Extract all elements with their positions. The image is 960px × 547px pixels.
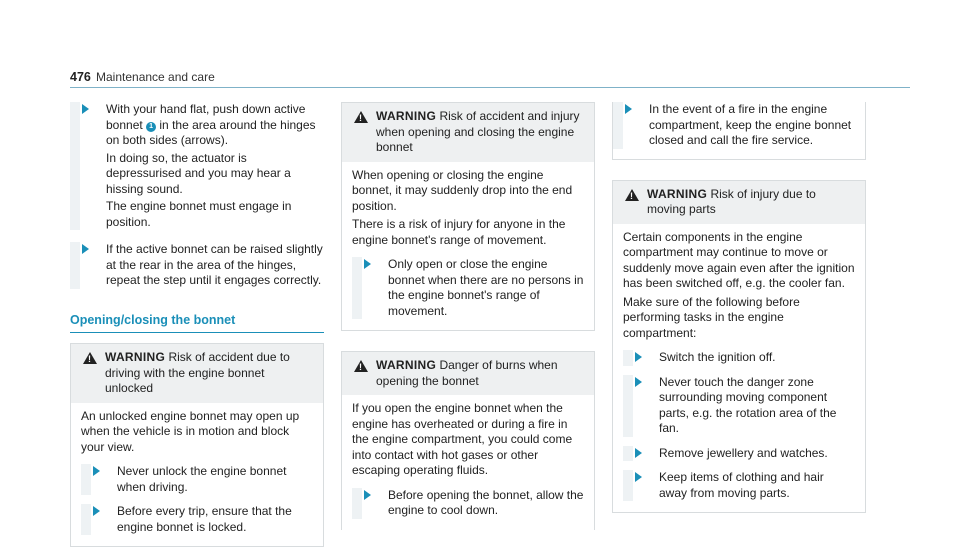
warning-body [71,403,323,547]
step-arrow-icon [93,466,100,476]
step-arrow-icon [635,377,642,387]
page-number: 476 [70,70,91,84]
step-bar [623,446,633,462]
warning-header [613,181,865,224]
warning-header [71,344,323,403]
step-bar [352,488,362,519]
warning-step: Never unlock the engine bonnet when driving. [81,464,313,495]
step-bar [70,102,80,230]
step-text: If the active bonnet can be raised slightly at the rear in the area of the hinges, repeat the step until it engages correctly. [106,242,323,287]
warning-heading: Danger of burns when opening the bonnet [376,358,558,388]
warning-step: Never touch the danger zone surrounding moving component parts, e.g. the rotation area of the fan. [623,375,855,437]
continued-box [612,102,866,160]
warning-triangle-icon [625,189,639,201]
warning-label: WARNING [647,186,708,201]
warning-text: If you open the engine bonnet when the engine has overheated or during a fire in the engine compartment, you could come into contact with hot gases or other escaping operating fluids. [352,401,573,477]
warning-step: Only open or close the engine bonnet when there are no persons in the engine bonnet's range of movement. [352,257,584,319]
step-bar [81,504,91,535]
warning-heading: Risk of accident due to driving with the engine bonnet unlocked [105,350,290,395]
step-push-bonnet [70,102,324,230]
step-arrow-icon [93,506,100,516]
column-1 [70,102,324,547]
warning-text: When opening or closing the engine bonnet, it may suddenly drop into the end position. [352,167,573,213]
warning-heading: Risk of accident and injury when opening and closing the engine bonnet [376,109,580,154]
step-bar [70,242,80,289]
warning-step: Remove jewellery and watches. [623,446,855,462]
warning-header [342,352,594,395]
section-title: Opening/closing the bonnet [70,313,324,334]
step-arrow-icon [635,448,642,458]
step-text: With your hand flat, push down active bonnet 1 in the area around the hinges on both sides (arrows). [106,102,316,147]
warning-label: WARNING [376,109,437,123]
step-arrow-icon [364,490,371,500]
warning-triangle-icon [354,111,368,123]
header-title: Maintenance and care [96,70,215,84]
warning-step: Switch the ignition off. [623,350,855,366]
warning-text: There is a risk of injury for anyone in the engine bonnet's range of movement. [352,217,566,247]
page-header [70,70,910,88]
step-arrow-icon [635,472,642,482]
step-arrow-icon [625,104,632,114]
step-arrow-icon [364,259,371,269]
warning-text: Make sure of the following before performing tasks in the engine compartment: [623,294,800,340]
step-arrow-icon [635,352,642,362]
step-bar [352,257,362,319]
warning-triangle-icon [83,352,97,364]
warning-text: Certain components in the engine compartment may continue to move or suddenly move again even after the ignition has been switched off, e.g. the cooler fan. [623,229,855,290]
warning-body [342,395,594,530]
warning-label: WARNING [105,350,166,364]
warning-step: Keep items of clothing and hair away from moving parts. [623,470,855,501]
warning-text: An unlocked engine bonnet may open up when the vehicle is in motion and block your view. [81,408,300,454]
warning-step: Before opening the bonnet, allow the engine to cool down. [352,488,584,519]
warning-step: Before every trip, ensure that the engine bonnet is locked. [81,504,313,535]
warning-header [342,103,594,162]
warning-body [613,224,865,513]
step-arrow-icon [82,244,89,254]
step-bar [623,470,633,501]
warning-box [70,343,324,547]
step-text: In doing so, the actuator is depressurised and you may hear a hissing sound. [106,150,291,196]
step-bar [81,464,91,495]
callout-marker-icon: 1 [146,122,156,132]
warning-heading: Risk of injury due to moving parts [647,186,816,216]
warning-triangle-icon [354,360,368,372]
step-arrow-icon [82,104,89,114]
step-bar [623,350,633,366]
step-bar [613,102,623,149]
column-3 [612,102,866,513]
step-fire: In the event of a fire in the engine compartment, keep the engine bonnet closed and call the fire service. [613,102,855,149]
step-bar [623,375,633,437]
step-text: The engine bonnet must engage in position. [106,199,292,229]
warning-body [342,162,594,331]
warning-box [612,180,866,514]
warning-box [341,102,595,331]
column-2 [341,102,595,530]
step-repeat [70,242,324,289]
warning-box [341,351,595,530]
warning-label: WARNING [376,358,437,372]
